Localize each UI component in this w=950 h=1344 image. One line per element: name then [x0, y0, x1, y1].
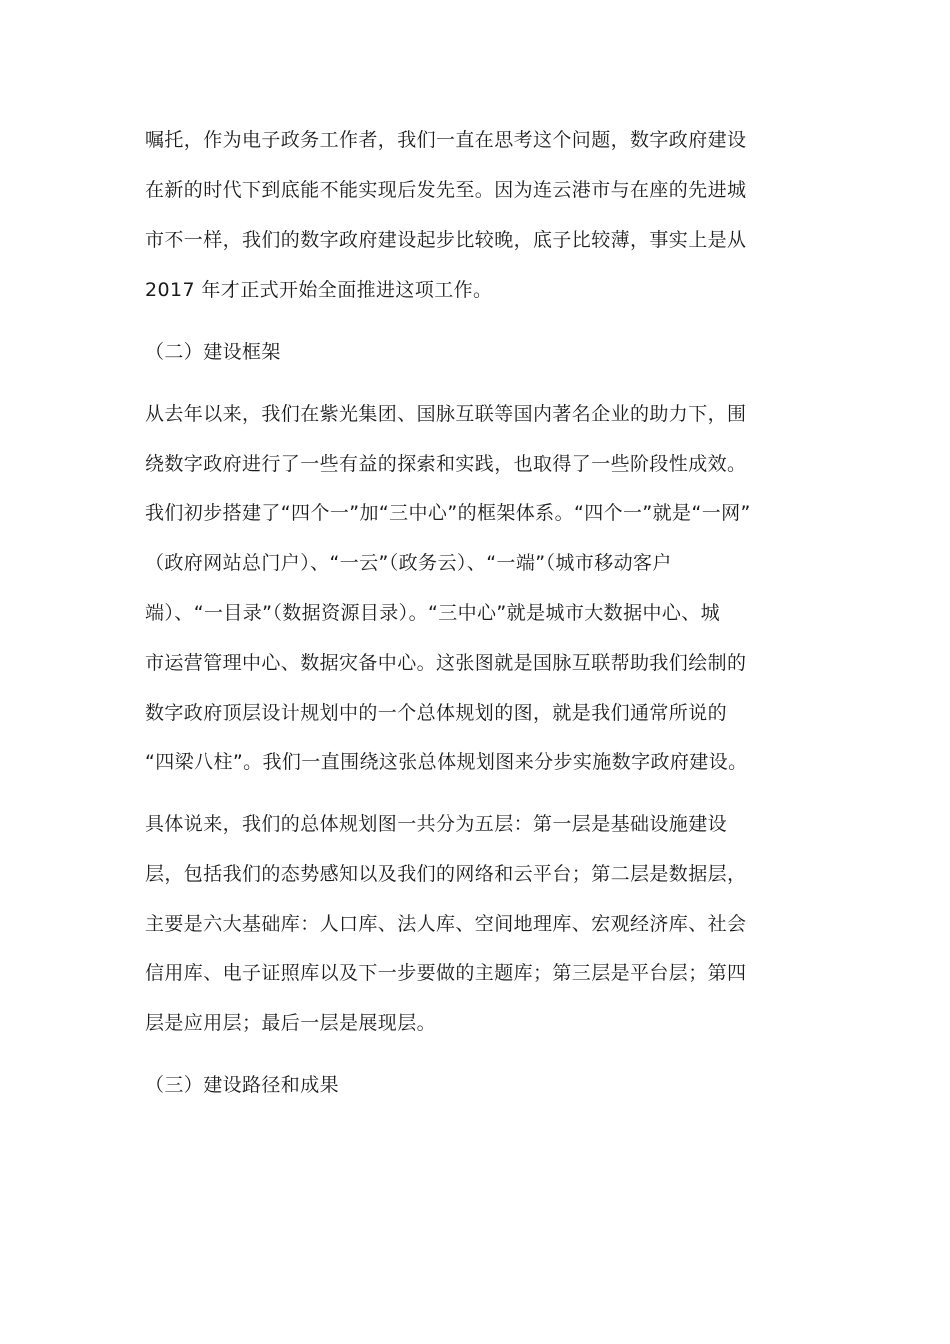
- section-heading-2: （二）建设框架: [145, 341, 281, 363]
- paragraph-1-line-4: 2017 年才正式开始全面推进这项工作。: [145, 279, 493, 301]
- paragraph-1-line-2: 在新的时代下到底能不能实现后发先至。因为连云港市与在座的先进城: [145, 179, 747, 201]
- paragraph-2-line-2: 绕数字政府进行了一些有益的探索和实践，也取得了一些阶段性成效。: [145, 453, 747, 475]
- paragraph-2-line-8: “四梁八柱”。我们一直围绕这张总体规划图来分步实施数字政府建设。: [145, 751, 748, 773]
- paragraph-3-line-2: 层，包括我们的态势感知以及我们的网络和云平台；第二层是数据层，: [145, 863, 747, 885]
- paragraph-2-line-3: 我们初步搭建了“四个一”加“三中心”的框架体系。“四个一”就是“一网”: [145, 502, 751, 524]
- paragraph-1-line-3: 市不一样，我们的数字政府建设起步比较晚，底子比较薄，事实上是从: [145, 229, 747, 251]
- paragraph-3-line-3: 主要是六大基础库：人口库、法人库、空间地理库、宏观经济库、社会: [145, 913, 747, 935]
- paragraph-1-line-1: 嘱托，作为电子政务工作者，我们一直在思考这个问题，数字政府建设: [145, 129, 747, 151]
- paragraph-2-line-1: 从去年以来，我们在紫光集团、国脉互联等国内著名企业的助力下，围: [145, 403, 747, 425]
- paragraph-2-line-4: （政府网站总门户）、“一云”（政务云）、“一端”（城市移动客户: [145, 552, 672, 574]
- paragraph-2-line-5: 端）、“一目录”（数据资源目录）。“三中心”就是城市大数据中心、城: [145, 602, 721, 624]
- paragraph-2-line-6: 市运营管理中心、数据灾备中心。这张图就是国脉互联帮助我们绘制的: [145, 652, 747, 674]
- section-heading-3: （三）建设路径和成果: [145, 1074, 340, 1096]
- paragraph-3-line-4: 信用库、电子证照库以及下一步要做的主题库；第三层是平台层；第四: [145, 962, 747, 984]
- paragraph-2-line-7: 数字政府顶层设计规划中的一个总体规划的图，就是我们通常所说的: [145, 702, 728, 724]
- paragraph-3-line-1: 具体说来，我们的总体规划图一共分为五层：第一层是基础设施建设: [145, 813, 728, 835]
- paragraph-3-line-5: 层是应用层；最后一层是展现层。: [145, 1012, 437, 1034]
